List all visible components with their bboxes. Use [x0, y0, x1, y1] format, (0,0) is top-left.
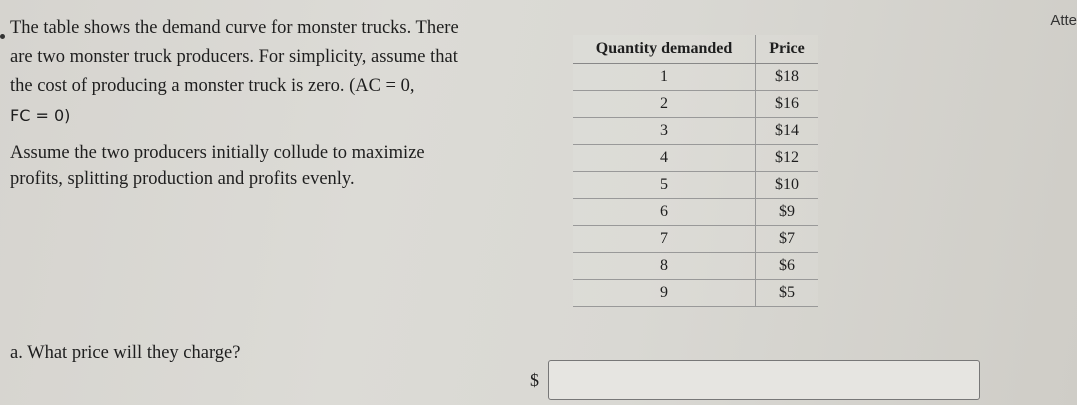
price-answer-input[interactable]	[548, 360, 980, 400]
quantity-cell: 9	[573, 280, 756, 307]
header-price: Price	[756, 35, 819, 64]
price-cell: $5	[756, 280, 819, 307]
problem-intro	[10, 14, 510, 130]
intro-line: are two monster truck producers. For simplicity, assume that	[10, 47, 458, 67]
quantity-cell: 5	[573, 172, 756, 199]
demand-table	[573, 35, 818, 307]
quantity-cell: 4	[573, 145, 756, 172]
price-cell: $7	[756, 226, 819, 253]
attempt-label: Atte	[1050, 12, 1077, 29]
table-row	[573, 226, 818, 253]
bullet-mark	[0, 34, 5, 39]
quantity-cell: 2	[573, 91, 756, 118]
quantity-cell: 7	[573, 226, 756, 253]
collusion-assumption	[10, 140, 510, 192]
header-quantity: Quantity demanded	[573, 35, 756, 64]
price-cell: $10	[756, 172, 819, 199]
price-cell: $14	[756, 118, 819, 145]
table-row	[573, 118, 818, 145]
quantity-cell: 3	[573, 118, 756, 145]
table-row	[573, 253, 818, 280]
table-row	[573, 64, 818, 91]
intro-line: FC = 0)	[10, 106, 71, 125]
intro-line: The table shows the demand curve for monster trucks. There	[10, 18, 459, 38]
table-header-row	[573, 35, 818, 64]
quantity-cell: 6	[573, 199, 756, 226]
table-row	[573, 145, 818, 172]
currency-symbol: $	[530, 370, 539, 390]
price-cell: $6	[756, 253, 819, 280]
quantity-cell: 1	[573, 64, 756, 91]
price-cell: $9	[756, 199, 819, 226]
table-row	[573, 91, 818, 118]
price-cell: $18	[756, 64, 819, 91]
assumption-line: profits, splitting production and profits evenly.	[10, 169, 355, 189]
intro-line: the cost of producing a monster truck is zero. (AC = 0,	[10, 76, 415, 96]
question-a: a. What price will they charge?	[10, 343, 241, 363]
price-cell: $12	[756, 145, 819, 172]
table-row	[573, 172, 818, 199]
table-row	[573, 199, 818, 226]
price-cell: $16	[756, 91, 819, 118]
assumption-line: Assume the two producers initially collude to maximize	[10, 143, 425, 163]
table-row	[573, 280, 818, 307]
quantity-cell: 8	[573, 253, 756, 280]
